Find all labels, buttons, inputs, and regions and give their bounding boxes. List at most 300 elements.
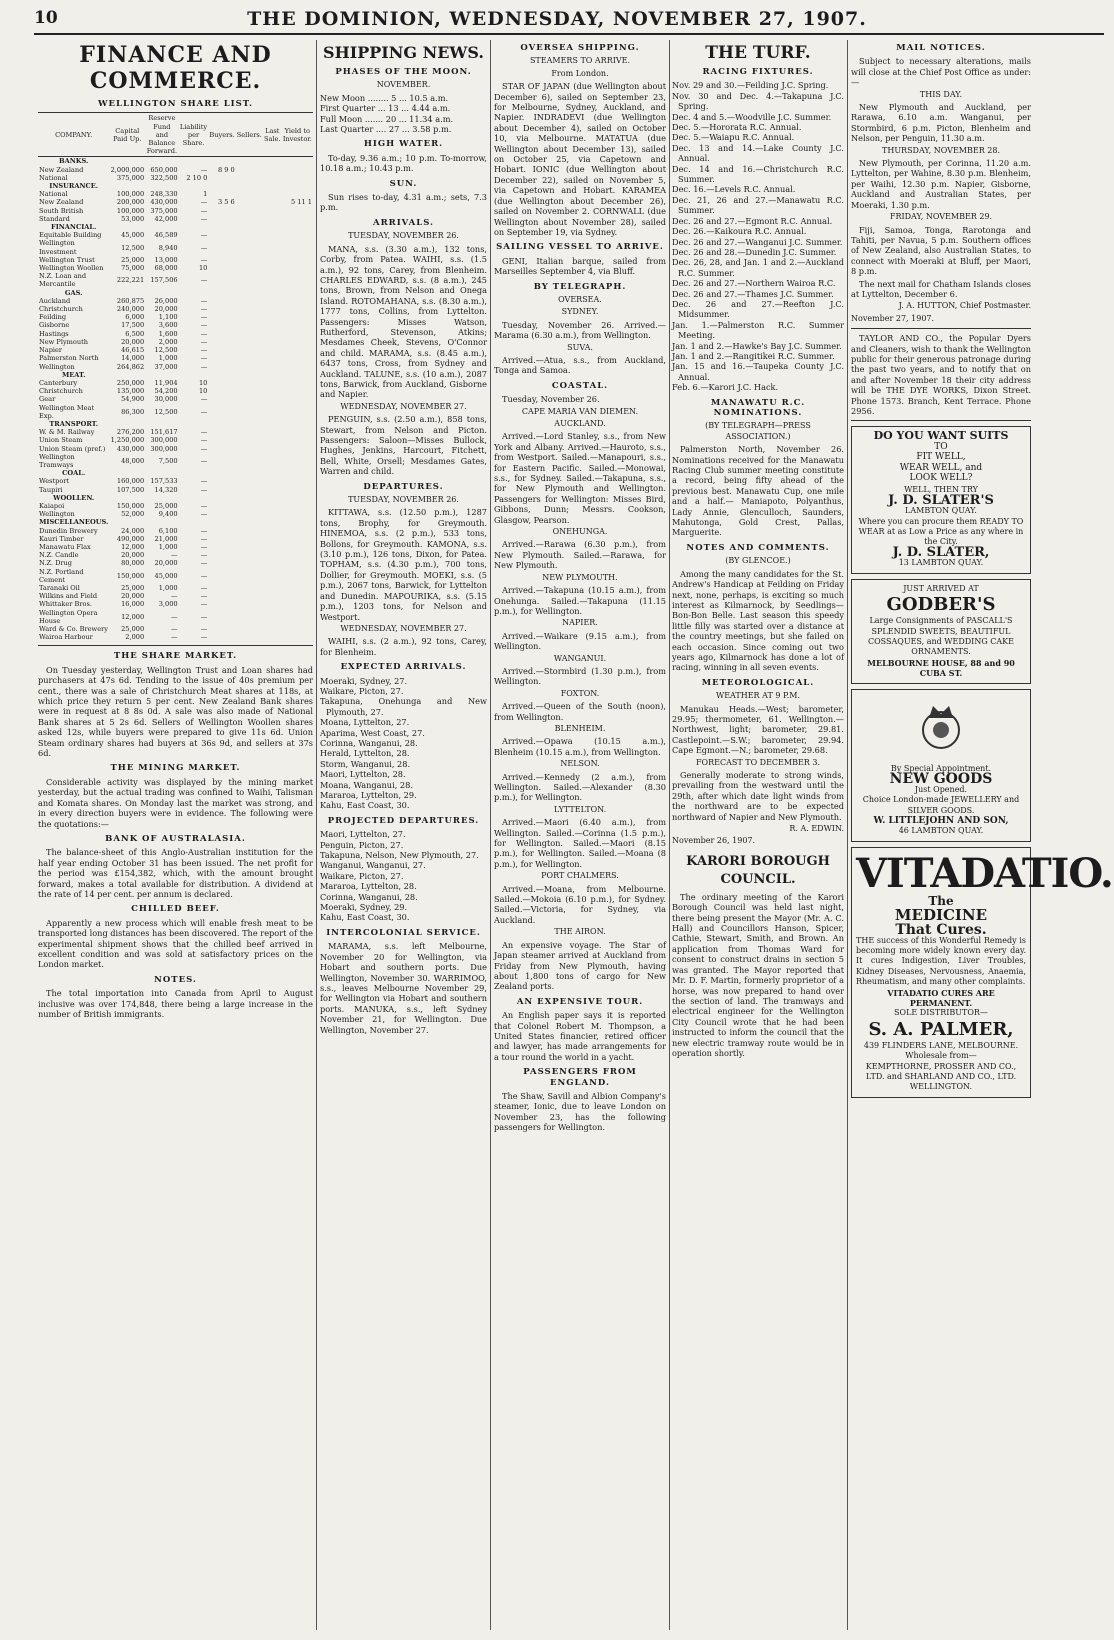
jewel-opened: Just Opened. <box>914 784 968 794</box>
table-row <box>38 445 313 453</box>
table-header: Reserve Fund and Balance Forward. <box>146 114 178 156</box>
table-cell <box>236 559 263 567</box>
table-cell: Kaiapoi <box>39 501 65 510</box>
list-item: Feb. 6.—Karori J.C. Hack. <box>672 382 779 393</box>
table-cell <box>282 428 313 436</box>
table-cell: 430,000 <box>150 198 178 207</box>
table-cell <box>236 231 263 239</box>
table-cell <box>263 182 282 190</box>
list-item: Moeraki, Sydney, 29. <box>320 902 408 913</box>
table-cell <box>236 297 263 305</box>
table-cell <box>236 494 263 502</box>
table-cell: 20,000 <box>121 551 145 560</box>
table-cell <box>282 527 313 535</box>
oversea-text: STAR OF JAPAN (due Wellington about December 6), sailed on September 23, for Melbourne, Sydney, Auckland, and Napier. INDRADEVI (due Wellington about December 4), sailed on October 10, via Melbourne. MATATUA (due Wellington about December 13), sailed on October 25, via Capetown and Hobart. IONIC (due Wellington about December 22), sailed on November 5, via Capetown and Hobart. KARAMEA (due Wellington about December 26), sailed on November 2. CORNWALL (due Wellington about November 28), sailed on September 19, via Sydney. <box>494 81 666 237</box>
vit-medicine: MEDICINE <box>894 906 988 925</box>
table-cell <box>236 502 263 510</box>
table-cell <box>208 584 235 592</box>
table-cell <box>282 330 313 338</box>
list-item: Waikare, Picton, 27. <box>320 685 404 696</box>
slater-name: J. D. SLATER'S <box>888 492 994 508</box>
table-cell <box>263 305 282 313</box>
table-cell: New Zealand <box>39 198 84 207</box>
table-cell: — <box>171 551 178 560</box>
table-cell: 11,904 <box>154 378 178 387</box>
table-cell: 12,500 <box>154 407 178 416</box>
table-cell <box>208 600 235 608</box>
table-cell: 20,000 <box>154 305 178 314</box>
table-cell: 264,862 <box>116 362 145 371</box>
table-row <box>38 371 313 379</box>
chilled-text: Apparently a new process which will enable fresh meat to be transported long distances has been discovered. The report of the experimental shipment shows that the chilled beef arrived in excellent condition and was sold at satisfactory prices on the London market. <box>38 917 313 970</box>
karori-text: The ordinary meeting of the Karori Borough Council was held last night, there being present the Mayor (Mr. A. C. Hall) and Councillors Hanson, Spicer, Cathie, Stewart, Smith, and Brown. An application from Thomas Ward for consent to construct drains in section 5 was granted. The Mayor reported that Mr. D. F. Martin, formerly proprietor of a horse, was now prepared to hand over the section of land. The tramways and electrical engineer for the Wellington City Council wrote that he had been instructed to inform the council that the new electric tramway route would be in operation shortly. <box>672 891 844 1058</box>
table-cell: N.Z. Loan and Mercantile <box>39 272 87 289</box>
forecast-sign: R. A. EDWIN. <box>789 824 844 834</box>
table-cell <box>236 174 263 182</box>
table-cell: 12,000 <box>121 612 145 621</box>
table-cell: Feilding <box>39 313 67 322</box>
slater-ad <box>851 426 1031 573</box>
table-cell: 1,600 <box>158 329 178 338</box>
table-cell <box>208 518 235 526</box>
godber-name: GODBER'S <box>886 594 996 616</box>
table-cell: Napier <box>39 346 63 355</box>
table-cell: — <box>200 165 208 174</box>
table-cell <box>208 338 235 346</box>
coastal-head: COASTAL. <box>551 380 609 391</box>
table-cell: Wilkins and Field <box>39 592 98 601</box>
passengers-text: The Shaw, Savill and Albion Company's steamer, Ionic, due to leave London on November 23, has the following passengers for Wellington. <box>494 1090 666 1133</box>
table-cell <box>282 231 313 239</box>
notes-byline: (BY GLENCOE.) <box>725 556 791 566</box>
table-cell <box>236 363 263 371</box>
table-cell: — <box>200 526 208 535</box>
list-item: Dec. 16.—Levels R.C. Annual. <box>672 184 796 195</box>
shipping-title: SHIPPING NEWS. <box>323 43 484 62</box>
table-row <box>38 338 313 346</box>
table-cell <box>282 584 313 592</box>
table-cell <box>282 166 313 174</box>
table-cell: Manawatu Flax <box>39 542 91 551</box>
table-cell <box>263 354 282 362</box>
table-cell <box>282 289 313 297</box>
table-cell: 200,000 <box>116 198 145 207</box>
table-cell <box>236 223 263 231</box>
table-cell: 12,500 <box>121 243 145 252</box>
share-market-head: THE SHARE MARKET. <box>113 651 238 662</box>
table-cell <box>208 510 235 518</box>
table-cell <box>282 502 313 510</box>
table-row <box>38 256 313 264</box>
vit-cures-head: VITADATIO CURES ARE PERMANENT. <box>887 987 995 1009</box>
palmer-whole: Wholesale from— <box>905 1051 977 1061</box>
palmer-addr: 439 FLINDERS LANE, MELBOURNE. <box>863 1040 1019 1050</box>
list-item: Nov. 30 and Dec. 4.—Takapuna J.C. Spring. <box>672 90 844 112</box>
table-cell <box>263 338 282 346</box>
table-cell: 20,000 <box>154 559 178 568</box>
list-item: Dec. 26 and 27.—Thames J.C. Summer. <box>672 288 834 299</box>
table-row <box>38 272 313 288</box>
table-cell: 8 9 0 <box>217 165 235 174</box>
table-cell <box>208 297 235 305</box>
table-cell <box>282 420 313 428</box>
table-row <box>38 600 313 608</box>
table-cell: — <box>171 592 178 601</box>
table-cell: 25,000 <box>121 625 145 633</box>
table-cell <box>263 297 282 305</box>
page-number: 10 <box>34 8 58 28</box>
vitadatio-title: VITADATIO. <box>856 849 1113 897</box>
share-list-title: WELLINGTON SHARE LIST. <box>98 99 253 109</box>
table-cell <box>282 543 313 551</box>
list-item: Dec. 26 and 28.—Dunedin J.C. Summer. <box>672 246 837 257</box>
table-cell: Union Steam <box>39 436 83 445</box>
list-item: Penguin, Picton, 27. <box>320 839 404 850</box>
table-cell <box>236 321 263 329</box>
moon-list <box>320 93 487 135</box>
projected-head: PROJECTED DEPARTURES. <box>327 815 480 826</box>
table-cell: — <box>200 612 208 621</box>
table-cell <box>236 166 263 174</box>
table-cell: 26,000 <box>154 296 178 305</box>
port-text: Arrived.—Rarawa (6.30 p.m.), from New Plymouth. Sailed.—Rarawa, for New Plymouth. <box>494 539 666 571</box>
sydney-text: Tuesday, November 26. Arrived.—Marama (6.30 a.m.), from Wellington. <box>494 319 666 341</box>
suits-lines <box>856 442 1026 484</box>
met-sub: WEATHER AT 9 P.M. <box>715 691 800 701</box>
table-cell: 2,000,000 <box>110 165 145 174</box>
table-cell <box>236 305 263 313</box>
moon-month: NOVEMBER. <box>376 80 431 90</box>
table-cell: 100,000 <box>116 206 145 215</box>
table-cell: Hastings <box>39 329 69 338</box>
table-cell <box>208 305 235 313</box>
table-cell <box>109 157 145 166</box>
table-cell <box>236 436 263 444</box>
littlejohn-ad <box>851 689 1031 842</box>
list-item: Takapuna, Nelson, New Plymouth, 27. <box>320 850 479 861</box>
table-cell <box>208 379 235 387</box>
table-cell <box>145 157 178 166</box>
expensive-head: AN EXPENSIVE TOUR. <box>516 996 644 1007</box>
table-cell <box>208 207 235 215</box>
table-cell <box>208 346 235 354</box>
sun-text: Sun rises to-day, 4.31 a.m.; sets, 7.3 p.m. <box>320 192 487 213</box>
notices-column <box>851 38 1113 1633</box>
table-cell <box>263 609 282 625</box>
list-item: Nov. 29 and 30.—Feilding J.C. Spring. <box>672 80 829 91</box>
table-cell <box>263 346 282 354</box>
table-header: Last Sale. <box>263 113 282 157</box>
table-cell: 300,000 <box>150 444 178 453</box>
table-cell <box>263 190 282 198</box>
sun-head: SUN. <box>389 178 418 189</box>
table-cell: Dunedin Brewery <box>39 526 98 535</box>
table-cell: — <box>200 510 208 519</box>
table-cell <box>208 436 235 444</box>
table-cell <box>109 371 145 379</box>
port-head: NAPIER. <box>562 618 598 628</box>
table-cell <box>236 633 263 641</box>
list-item: Mararoa, Lyttelton, 29. <box>320 790 417 800</box>
table-cell <box>208 551 235 559</box>
table-row <box>38 453 313 469</box>
table-cell: Canterbury <box>39 378 78 387</box>
table-cell <box>263 157 282 166</box>
table-cell <box>263 453 282 469</box>
table-cell <box>282 436 313 444</box>
table-row <box>38 469 313 477</box>
table-cell: 157,533 <box>150 477 178 486</box>
list-item: Jan. 1 and 2.—Rangitikei R.C. Summer. <box>672 350 835 361</box>
port-text: Arrived.—Stormbird (1.30 p.m.), from Wellington. <box>494 665 666 687</box>
port-head: NEW PLYMOUTH. <box>542 572 618 582</box>
table-cell <box>263 543 282 551</box>
table-row <box>38 346 313 354</box>
table-cell: 300,000 <box>150 436 178 445</box>
table-cell: 45,000 <box>121 231 145 240</box>
table-cell <box>282 182 313 190</box>
table-cell <box>263 477 282 485</box>
table-cell <box>263 469 282 477</box>
table-cell <box>236 609 263 625</box>
table-cell <box>236 592 263 600</box>
table-cell: Wellington Investment <box>39 239 77 256</box>
table-cell: — <box>200 485 208 494</box>
suits-line: WEAR WELL, and <box>899 462 983 473</box>
suits-line: LOOK WELL? <box>909 473 973 484</box>
table-cell: 14,000 <box>121 354 145 363</box>
table-cell: Wellington Opera House <box>39 608 98 625</box>
oversea-head: OVERSEA SHIPPING. <box>520 43 640 53</box>
table-cell <box>263 502 282 510</box>
table-cell <box>282 609 313 625</box>
forecast-text: Generally moderate to strong winds, prevailing from the westward until the 29th, after which date light winds from the northward are to be expected northward of Napier and New Plymouth. <box>672 770 844 822</box>
table-cell <box>263 486 282 494</box>
table-cell: Wellington Trust <box>39 255 95 264</box>
table-cell: 68,000 <box>154 264 178 273</box>
table-cell <box>263 198 282 206</box>
table-row <box>38 518 313 526</box>
table-cell: 160,000 <box>116 477 145 486</box>
notes-text: The total importation into Canada from April to August inclusive was over 174,848, there being a large increase in the number of British immigrants. <box>38 988 313 1019</box>
nominations-head: MANAWATU R.C. NOMINATIONS. <box>710 397 806 418</box>
list-item: Dec. 26 and 27.—Reefton J.C. Midsummer. <box>672 298 844 320</box>
table-cell <box>263 404 282 420</box>
table-header: Sellers. <box>236 113 263 157</box>
table-cell: GAS. <box>64 288 83 297</box>
port-text: Arrived.—Queen of the South (noon), from Wellington. <box>494 701 666 722</box>
column-divider <box>490 40 491 1630</box>
met-head: METEOROLOGICAL. <box>701 677 815 688</box>
table-header: Buyers. <box>208 113 235 157</box>
table-cell <box>208 215 235 223</box>
table-cell: 150,000 <box>116 571 145 580</box>
table-cell: — <box>200 346 208 355</box>
table-cell: 650,000 <box>150 165 178 174</box>
table-cell: 322,500 <box>150 173 178 182</box>
list-item: Corinna, Wanganui, 28. <box>320 737 418 748</box>
list-item: Jan. 1 and 2.—Hawke's Bay J.C. Summer. <box>672 340 842 351</box>
finance-title: FINANCE AND COMMERCE. <box>79 42 272 94</box>
table-cell: Ward & Co. Brewery <box>39 625 108 633</box>
table-row <box>38 305 313 313</box>
table-cell <box>208 428 235 436</box>
slater-addr-2: 13 LAMBTON QUAY. <box>898 558 984 568</box>
table-row <box>38 231 313 239</box>
chatham-sign: J. A. HUTTON, Chief Postmaster. <box>898 301 1031 311</box>
table-cell <box>208 404 235 420</box>
list-item: Storm, Wanganui, 28. <box>320 758 411 769</box>
table-cell <box>208 289 235 297</box>
turf-column <box>672 38 844 1633</box>
table-cell <box>236 395 263 403</box>
table-row <box>38 313 313 321</box>
table-cell <box>282 321 313 329</box>
slater-name-2: J. D. SLATER, <box>892 544 990 560</box>
port-head: BLENHEIM. <box>554 723 606 733</box>
sailing-text: GENI, Italian barque, sailed from Marseilles September 4, via Bluff. <box>494 255 666 277</box>
vit-sold: SOLE DISTRIBUTOR— <box>894 1008 988 1018</box>
friday-head: FRIDAY, NOVEMBER 29. <box>889 212 993 222</box>
table-cell: WOOLLEN. <box>53 493 95 502</box>
table-cell <box>263 272 282 288</box>
table-cell: 12,000 <box>121 542 145 551</box>
list-item: Dec. 26 and 27.—Egmont R.C. Annual. <box>672 215 833 226</box>
masthead-rule <box>34 33 1104 35</box>
table-cell: — <box>200 329 208 338</box>
table-row <box>38 551 313 559</box>
table-cell: N.Z. Candle <box>39 551 79 560</box>
table-cell: — <box>171 612 178 621</box>
table-cell <box>208 313 235 321</box>
table-row <box>38 428 313 436</box>
table-cell <box>263 584 282 592</box>
table-cell <box>236 428 263 436</box>
table-cell <box>208 157 235 166</box>
table-cell: Wellington <box>39 510 75 519</box>
table-cell <box>145 289 178 297</box>
chatham-text: The next mail for Chatham Islands closes at Lyttelton, December 6. <box>851 278 1031 299</box>
table-cell <box>282 363 313 371</box>
arrivals-date: TUESDAY, NOVEMBER 26. <box>348 231 459 241</box>
table-cell: FINANCIAL. <box>51 223 97 232</box>
table-cell: 25,000 <box>121 583 145 592</box>
table-cell: — <box>200 477 208 486</box>
table-cell <box>208 371 235 379</box>
table-cell <box>263 527 282 535</box>
list-item: Moana, Lyttelton, 27. <box>320 717 410 728</box>
table-cell: — <box>200 501 208 510</box>
table-cell <box>282 404 313 420</box>
vit-the: The <box>928 893 954 908</box>
table-cell: — <box>200 305 208 314</box>
table-cell: 1,000 <box>158 583 178 592</box>
table-cell: 248,330 <box>150 190 178 199</box>
table-cell <box>208 182 235 190</box>
table-cell: — <box>200 444 208 453</box>
table-cell <box>282 600 313 608</box>
table-cell: 86,300 <box>121 407 145 416</box>
taylor-ad: TAYLOR AND CO., the Popular Dyers and Cleaners, wish to thank the Wellington public for their generous patronage during the past two years, and to notify that on and after November 18 their city address will be THE DYE WORKS, Dixon Street. Phone 1573. Branch, Kent Terrace. Phone 2956. <box>851 333 1031 416</box>
thursday-text: New Plymouth, per Corinna, 11.20 a.m. Lyttelton, per Wahine, 8.30 p.m. Blenheim, per Waihi, 12.30 p.m. Napier, Gisborne, Auckland and Australian States, per Moeraki, 1.30 p.m. <box>851 158 1031 210</box>
table-cell: 25,000 <box>154 501 178 510</box>
jewel-items: Choice London-made JEWELLERY and SILVER GOODS. <box>862 795 1020 815</box>
projected-list <box>320 829 487 923</box>
jewel-by: By Special Appointment. <box>890 763 992 773</box>
table-cell <box>208 321 235 329</box>
expected-head: EXPECTED ARRIVALS. <box>340 662 467 673</box>
godber-addr: MELBOURNE HOUSE, 88 and 90 CUBA ST. <box>867 657 1015 679</box>
arrivals-head: ARRIVALS. <box>372 217 434 228</box>
departures-head: DEPARTURES. <box>363 481 444 492</box>
list-item: Jan. 15 and 16.—Taupeka County J.C. Annual. <box>672 361 844 382</box>
table-cell <box>263 264 282 272</box>
table-cell: MISCELLANEOUS. <box>39 518 109 527</box>
list-item: Last Quarter .... 27 ... 3.58 p.m. <box>320 124 452 135</box>
table-row <box>38 215 313 223</box>
table-row <box>38 166 313 174</box>
table-cell: Wellington Meat Exp. <box>39 403 95 420</box>
table-cell: 100,000 <box>116 190 145 199</box>
table-cell: — <box>200 625 208 633</box>
table-row <box>38 543 313 551</box>
table-row <box>38 223 313 231</box>
table-cell <box>208 256 235 264</box>
mail-text: New Plymouth and Auckland, per Rarawa, 6.10 a.m. Wanganui, per Stormbird, 6 p.m. Picton, Blenheim and Nelson, per Penguin, 11.30 a.m. <box>851 102 1031 144</box>
table-cell <box>263 239 282 255</box>
table-cell: — <box>200 337 208 346</box>
maria-head: CAPE MARIA VAN DIEMEN. <box>521 406 639 416</box>
table-cell: — <box>200 600 208 609</box>
table-cell: 1,000 <box>158 542 178 551</box>
table-cell <box>282 346 313 354</box>
list-item: Moana, Wanganui, 28. <box>320 779 413 790</box>
jewel-firm: W. LITTLEJOHN AND SON, <box>873 815 1009 826</box>
masthead <box>0 0 1114 36</box>
table-cell <box>145 223 178 231</box>
table-cell: Wellington Woollen <box>39 264 104 273</box>
list-item: Aparima, West Coast, 27. <box>320 727 425 738</box>
table-cell <box>208 502 235 510</box>
table-row <box>38 174 313 182</box>
table-cell <box>179 289 209 297</box>
table-cell: — <box>200 362 208 371</box>
table-cell <box>145 371 178 379</box>
table-cell: 6,000 <box>125 313 145 322</box>
table-cell <box>236 354 263 362</box>
table-cell <box>236 568 263 584</box>
table-row <box>38 559 313 567</box>
tide-head: HIGH WATER. <box>363 139 444 150</box>
suits-line: FIT WELL, <box>916 452 966 463</box>
table-cell <box>263 625 282 633</box>
notes-comments-head: NOTES AND COMMENTS. <box>686 542 830 553</box>
table-cell: — <box>200 436 208 445</box>
table-cell: Taranaki Oil <box>39 583 80 592</box>
mail-head: MAIL NOTICES. <box>896 43 986 53</box>
table-cell <box>236 486 263 494</box>
table-cell: 430,000 <box>116 444 145 453</box>
table-cell <box>208 174 235 182</box>
fixtures-head: RACING FIXTURES. <box>702 67 814 77</box>
table-cell <box>282 445 313 453</box>
table-cell: — <box>200 214 208 223</box>
table-cell <box>236 445 263 453</box>
table-cell <box>208 453 235 469</box>
table-row <box>38 395 313 403</box>
table-cell <box>208 223 235 231</box>
table-cell <box>282 510 313 518</box>
